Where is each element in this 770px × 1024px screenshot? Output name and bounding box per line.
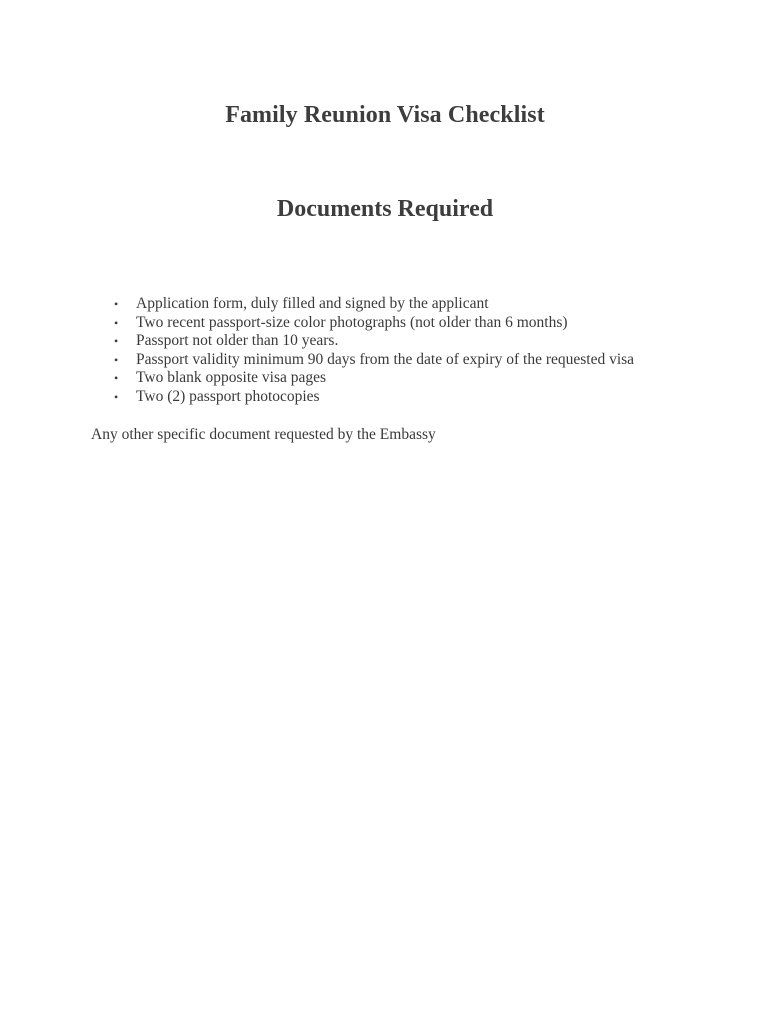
bullet-icon: •: [114, 334, 119, 349]
list-item-text: Two (2) passport photocopies: [136, 387, 320, 405]
list-item: [108, 295, 634, 314]
list-item-text: Two recent passport-size color photographs (not older than 6 months): [136, 313, 568, 331]
section-heading: Documents Required: [276, 196, 494, 222]
list-item: [108, 332, 634, 351]
document-title: Family Reunion Visa Checklist: [225, 102, 545, 128]
list-item-text: Passport validity minimum 90 days from the date of expiry of the requested visa: [136, 350, 635, 368]
list-item-text: Passport not older than 10 years.: [136, 332, 339, 350]
list-item: [108, 314, 634, 333]
list-item: [108, 388, 634, 407]
bullet-icon: •: [114, 315, 119, 330]
requirements-list: [108, 295, 634, 407]
list-item: [108, 369, 634, 388]
closing-note: Any other specific document requested by the Embassy: [91, 426, 436, 443]
list-item-text: Two blank opposite visa pages: [136, 369, 327, 387]
list-item: [108, 351, 634, 370]
bullet-icon: •: [114, 297, 119, 311]
bullet-icon: •: [114, 371, 119, 386]
bullet-icon: •: [114, 352, 119, 367]
list-item-text: Application form, duly filled and signed by the applicant: [136, 295, 489, 312]
bullet-icon: •: [114, 389, 119, 404]
